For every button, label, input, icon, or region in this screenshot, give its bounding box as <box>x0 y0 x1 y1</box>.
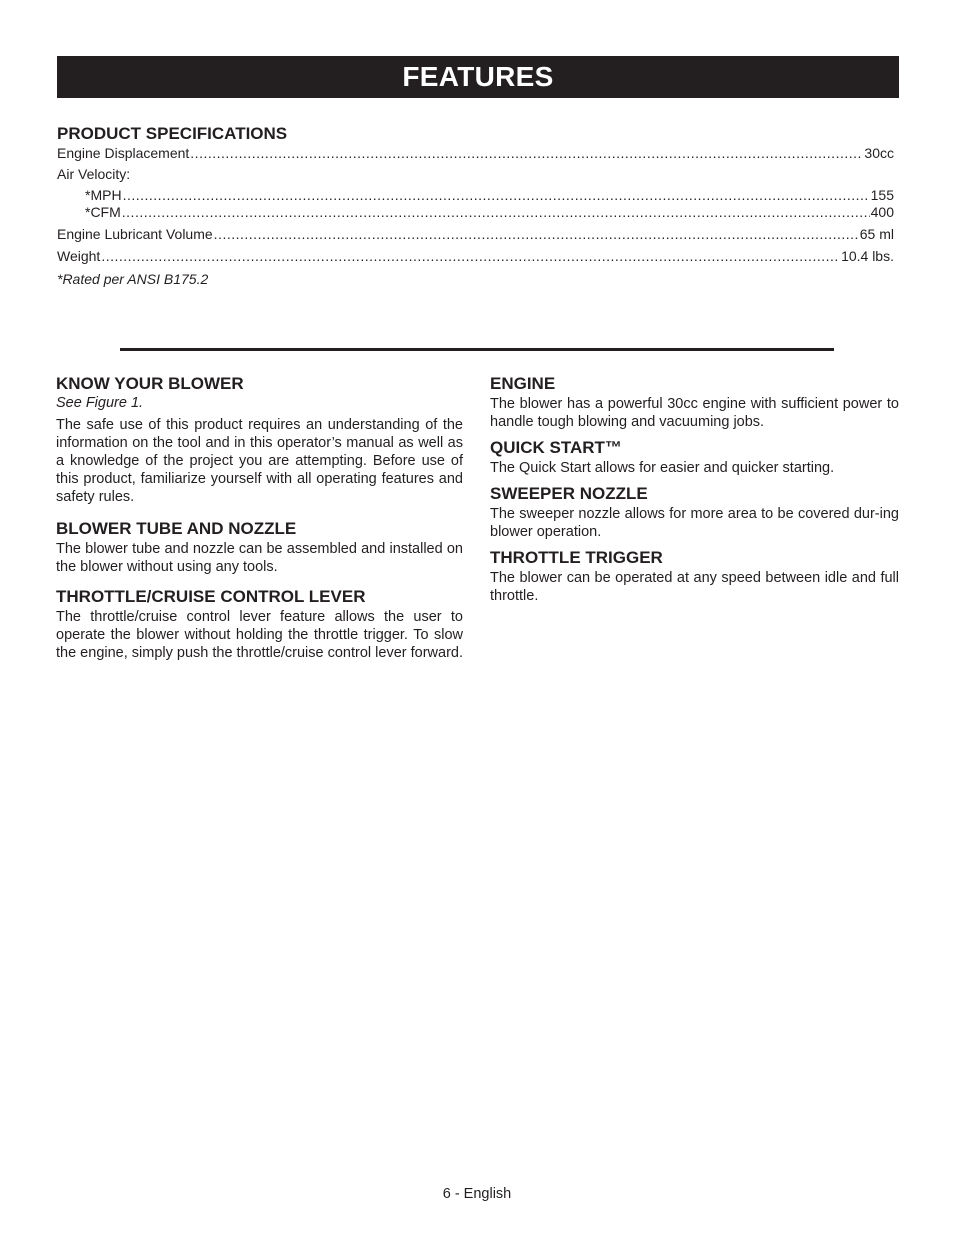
spec-row-mph <box>57 187 894 204</box>
section-know-your-blower <box>56 373 463 506</box>
section-heading: SWEEPER NOZZLE <box>490 484 648 503</box>
section-heading: THROTTLE TRIGGER <box>490 548 663 567</box>
section-heading: QUICK START™ <box>490 438 622 457</box>
product-specifications <box>57 123 894 288</box>
spec-value: 30cc <box>864 145 894 161</box>
air-velocity-label: Air Velocity: <box>57 166 131 182</box>
spec-value: 10.4 lbs. <box>841 248 894 264</box>
section-body: The blower has a powerful 30cc engine with sufficient power to handle tough blowing and vacuuming jobs. <box>490 396 899 430</box>
leader-dots <box>190 145 863 162</box>
spec-label: *MPH <box>85 187 122 203</box>
section-throttle-lever <box>56 586 463 662</box>
section-heading: THROTTLE/CRUISE CONTROL LEVER <box>56 587 366 606</box>
leader-dots <box>214 226 859 243</box>
right-column <box>490 373 899 611</box>
section-heading: BLOWER TUBE AND NOZZLE <box>56 519 297 538</box>
section-body: The sweeper nozzle allows for more area to be covered dur-ing blower operation. <box>490 506 899 540</box>
spec-value: 155 <box>870 187 894 203</box>
leader-dots <box>101 248 840 265</box>
rating-note: *Rated per ANSI B175.2 <box>57 271 209 287</box>
spec-row-cfm <box>57 204 894 221</box>
section-quick-start <box>490 437 899 477</box>
spec-value: 400 <box>870 204 894 220</box>
spec-label: Weight <box>57 248 101 264</box>
spec-label: *CFM <box>85 204 121 220</box>
specs-heading: PRODUCT SPECIFICATIONS <box>57 124 288 143</box>
section-blower-tube <box>56 518 463 576</box>
spec-label: Engine Lubricant Volume <box>57 226 213 242</box>
spec-label: Engine Displacement <box>57 145 190 161</box>
page-title: FEATURES <box>402 61 554 92</box>
section-body: The throttle/cruise control lever feature allows the user to operate the blower without holding the throttle trigger. To slow the engine, simply push the throttle/cruise control lever forward. <box>56 609 464 661</box>
section-engine <box>490 373 899 431</box>
section-body: The blower can be operated at any speed between idle and full throttle. <box>490 570 899 604</box>
section-body: The blower tube and nozzle can be assembled and installed on the blower without using any tools. <box>56 541 463 575</box>
section-body: The safe use of this product requires an understanding of the information on the tool and in this operator’s manual as well as a knowledge of the project you are attempting. Before use of this product, familiarize yourself with all operating features and safety rules. <box>56 417 463 505</box>
page-number: 6 - English <box>442 1186 512 1202</box>
section-divider <box>120 348 834 351</box>
page-title-banner <box>57 56 899 98</box>
section-sweeper-nozzle <box>490 483 899 541</box>
section-throttle-trigger <box>490 547 899 605</box>
spec-value: 65 ml <box>859 226 894 242</box>
section-heading: KNOW YOUR BLOWER <box>56 374 244 393</box>
spec-row-engine-displacement <box>57 145 894 162</box>
section-body: The Quick Start allows for easier and quicker starting. <box>490 460 835 476</box>
leader-dots <box>123 187 870 204</box>
spec-row-lubricant <box>57 226 894 243</box>
spec-row-weight <box>57 248 894 265</box>
figure-reference: See Figure 1. <box>56 395 144 411</box>
left-column <box>56 373 463 668</box>
section-heading: ENGINE <box>490 374 556 393</box>
leader-dots <box>122 204 870 221</box>
